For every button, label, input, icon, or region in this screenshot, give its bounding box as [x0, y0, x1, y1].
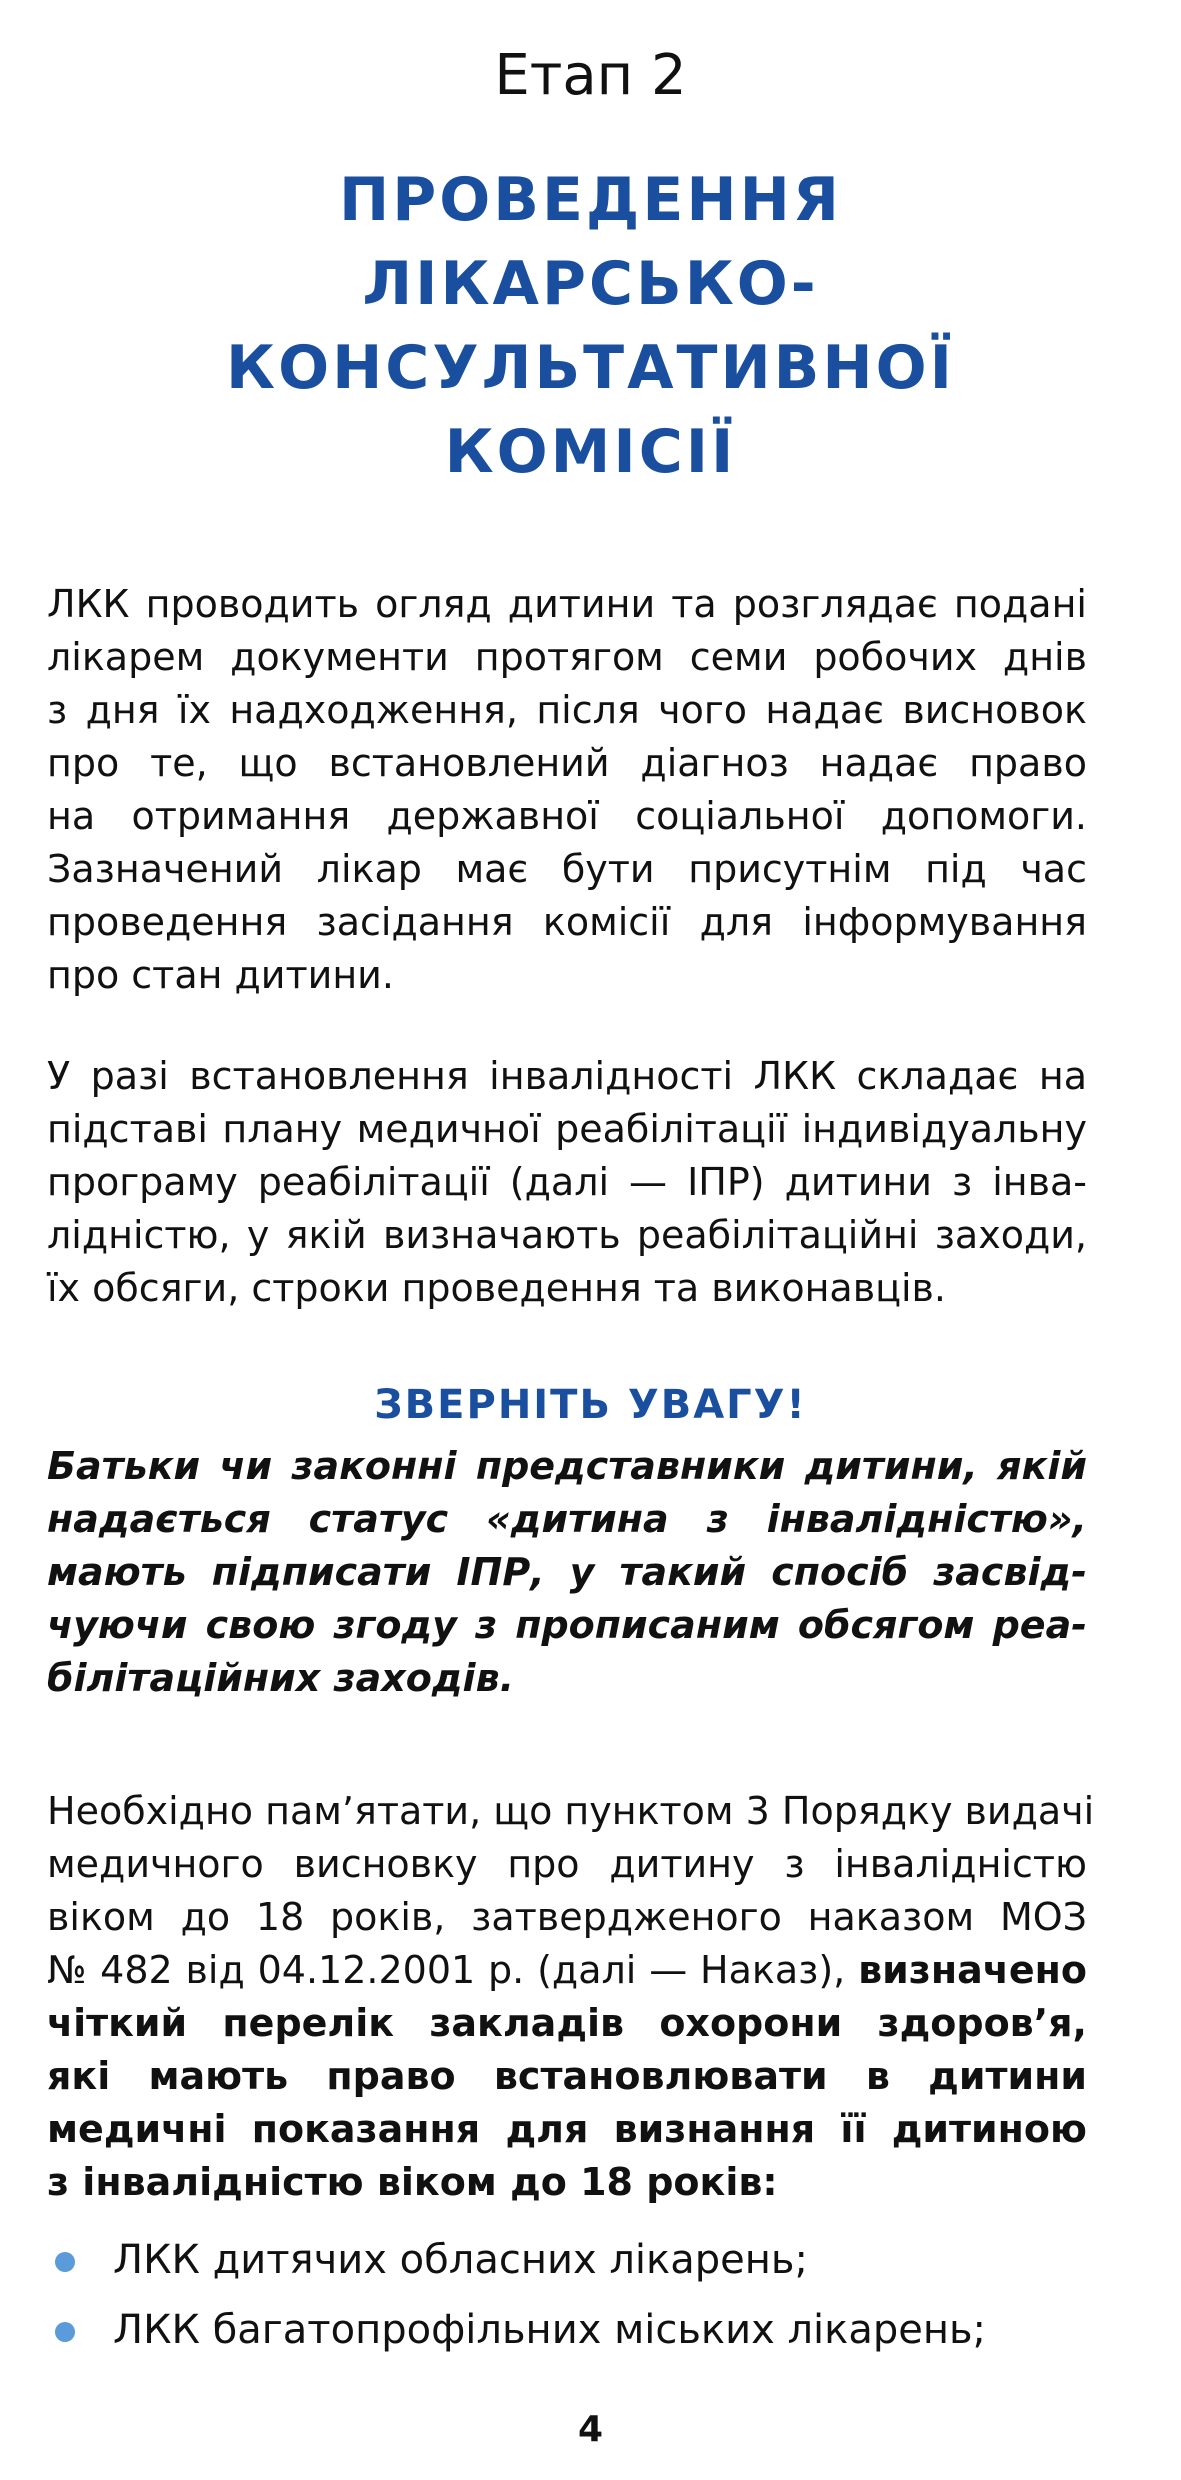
stage-label: Етап 2 — [494, 43, 687, 108]
bold-fragment: визначено — [858, 1948, 1087, 1992]
list-item — [47, 2225, 1087, 2295]
text-line: Необхідно пам’ятати, що пунктом 3 Порядку видачі — [47, 1789, 1095, 1833]
list-item-text: ЛКК багатопрофільних міських лікарень; — [113, 2307, 987, 2353]
text-line: підставі плану медичної реабілітації індивідуальну — [47, 1107, 1087, 1151]
text-line: програму реабілітації (далі — ІПР) дитини з інва- — [47, 1160, 1087, 1204]
text-line: з інвалідністю віком до 18 років: — [47, 2160, 778, 2204]
bullet-icon — [55, 2322, 75, 2342]
title-line: ПРОВЕДЕННЯ — [339, 165, 842, 235]
text-line: чуючи свою згоду з прописаним обсягом реа- — [47, 1603, 1087, 1647]
text-line: надається статус «дитина з інвалідністю», — [47, 1497, 1087, 1541]
text-line: медичні показання для визнання її дитиною — [47, 2107, 1087, 2151]
order-paragraph — [47, 1785, 1095, 2209]
institution-list — [47, 2225, 1087, 2365]
text-line: про те, що встановлений діагноз надає право — [47, 741, 1087, 785]
text-fragment: № 482 від 04.12.2001 р. (далі — Наказ), — [47, 1948, 846, 1992]
text-line: їх обсяги, строки проведення та виконавців. — [47, 1266, 946, 1310]
text-line — [47, 1944, 1087, 1997]
text-line: про стан дитини. — [47, 953, 394, 997]
text-line: лідністю, у якій визначають реабілітаційні заходи, — [47, 1213, 1087, 1257]
text-line: мають підписати ІПР, у такий спосіб засвід- — [47, 1550, 1087, 1594]
text-line: білітаційних заходів. — [47, 1656, 515, 1700]
list-item — [47, 2295, 1087, 2365]
bullet-icon — [55, 2252, 75, 2272]
text-line: проведення засідання комісії для інформування — [47, 900, 1087, 944]
text-line: які мають право встановлювати в дитини — [47, 2054, 1087, 2098]
text-line: на отримання державної соціальної допомоги. — [47, 794, 1087, 838]
text-line: Батьки чи законні представники дитини, якій — [47, 1444, 1087, 1488]
intro-paragraph — [47, 578, 1087, 1002]
ipr-paragraph — [47, 1050, 1087, 1315]
notice-text — [47, 1440, 1087, 1705]
text-line: віком до 18 років, затвердженого наказом МОЗ — [47, 1895, 1087, 1939]
title-line: ЛІКАРСЬКО- — [362, 249, 819, 319]
list-item-text: ЛКК дитячих обласних лікарень; — [113, 2237, 808, 2283]
text-line: лікарем документи протягом семи робочих днів — [47, 635, 1087, 679]
text-line: ЛКК проводить огляд дитини та розглядає подані — [47, 582, 1087, 626]
title-line: КОМІСІЇ — [444, 417, 737, 487]
text-line: чіткий перелік закладів охорони здоров’я, — [47, 2001, 1087, 2045]
text-line: Зазначений лікар має бути присутнім під час — [47, 847, 1087, 891]
title-line: КОНСУЛЬТАТИВНОЇ — [226, 333, 955, 403]
text-line: медичного висновку про дитину з інвалідністю — [47, 1842, 1087, 1886]
notice-heading: ЗВЕРНІТЬ УВАГУ! — [374, 1382, 807, 1428]
text-line: з дня їх надходження, після чого надає висновок — [47, 688, 1087, 732]
text-line: У разі встановлення інвалідності ЛКК складає на — [47, 1054, 1087, 1098]
page-title — [80, 158, 1101, 494]
page-number: 4 — [577, 2409, 604, 2450]
